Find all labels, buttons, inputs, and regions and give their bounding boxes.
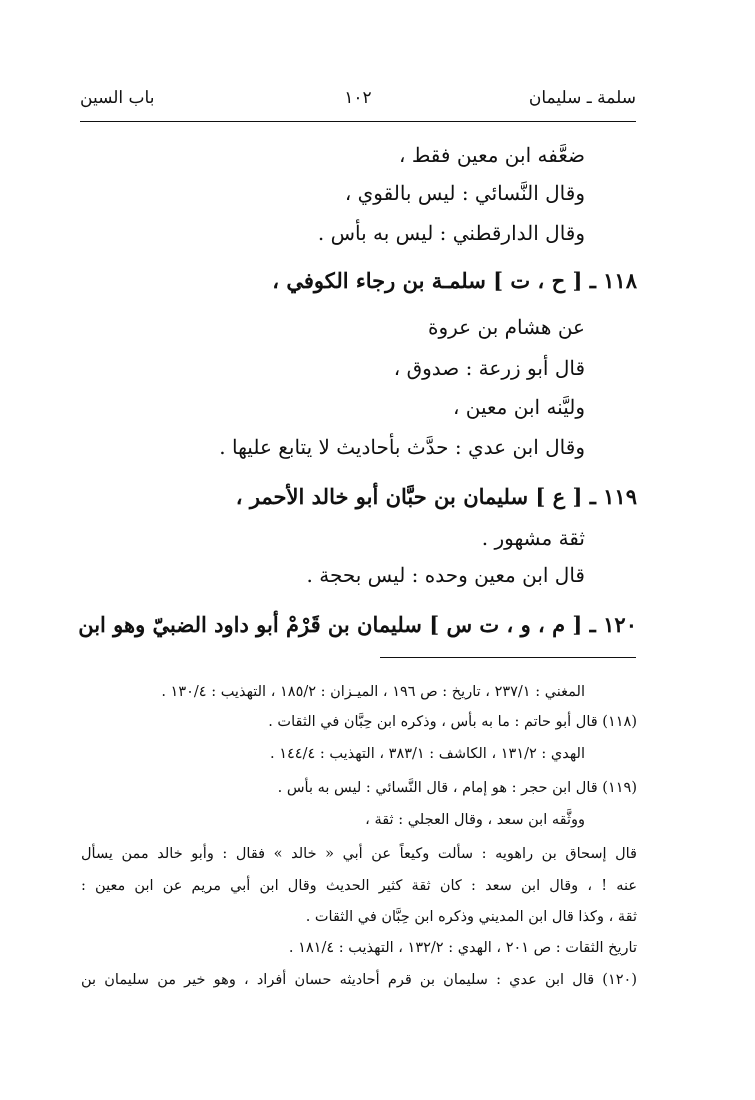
text-line: ضعَّفه ابن معين فقط ، [399,143,585,167]
footnote-line: (١١٨) قال أبو حاتم : ما به بأس ، وذكره ابن حِبَّان في الثقات . [268,714,637,730]
footnote-line: (١٢٠) قال ابن عدي : سليمان بن قرم أحاديثه حسان أفراد ، وهو خير من سليمان بن [81,972,637,988]
text-line: ثقة مشهور . [481,526,585,550]
header-entry-range: سلمة ـ سليمان [528,88,636,108]
page-number: ١٠٢ [344,88,372,108]
footnote-separator [380,657,636,658]
text-line: وليَّنه ابن معين ، [452,395,585,419]
footnote-line: المغني : ٢٣٧/١ ، تاريخ : ص ١٩٦ ، الميـزان : ١٨٥/٢ ، التهذيب : ١٣٠/٤ . [161,684,585,700]
footnote-line: الهدي : ١٣١/٢ ، الكاشف : ٣٨٣/١ ، التهذيب : ١٤٤/٤ . [269,746,585,762]
entry-heading-118: ١١٨ ـ [ ح ، ت ] سلمـة بن رجاء الكوفي ، [272,268,637,293]
footnote-line: ووثَّقه ابن سعد ، وقال العجلي : ثقة ، [365,812,585,828]
text-line: قال ابن معين وحده : ليس بحجة . [306,563,585,587]
header-chapter-title: باب السين [80,88,155,108]
text-line: عن هشام بن عروة [428,315,585,339]
entry-heading-119: ١١٩ ـ [ ع ] سليمان بن حبَّان أبو خالد الأحمر ، [235,484,637,509]
text-line: وقال الدارقطني : ليس به بأس . [317,221,585,245]
text-line: وقال ابن عدي : حدَّث بأحاديث لا يتابع عليها . [219,435,585,459]
header-rule [80,121,636,122]
entry-heading-120: ١٢٠ ـ [ م ، و ، ت س ] سليمان بن قَرْمْ أبو داود الضبيّ وهو ابن [78,612,637,637]
footnote-line: (١١٩) قال ابن حجر : هو إمام ، قال النَّسائي : ليس به بأس . [277,780,637,796]
footnote-line: تاريخ الثقات : ص ٢٠١ ، الهدي : ١٣٢/٢ ، التهذيب : ١٨١/٤ . [288,940,637,956]
footnote-line: عنه ! ، وقال ابن سعد : كان ثقة كثير الحديث وقال ابن أبي مريم عن ابن معين : [81,878,637,894]
footnote-line: ثقة ، وكذا قال ابن المديني وذكره ابن حِبَّان في الثقات . [305,909,637,925]
text-line: وقال النَّسائي : ليس بالقوي ، [344,181,585,205]
footnote-line: قال إسحاق بن راهويه : سألت وكيعاً عن أبي « خالد » فقال : وأبو خالد ممن يسأل [81,846,637,862]
running-header [80,88,636,118]
text-line: قال أبو زرعة : صدوق ، [393,356,585,380]
